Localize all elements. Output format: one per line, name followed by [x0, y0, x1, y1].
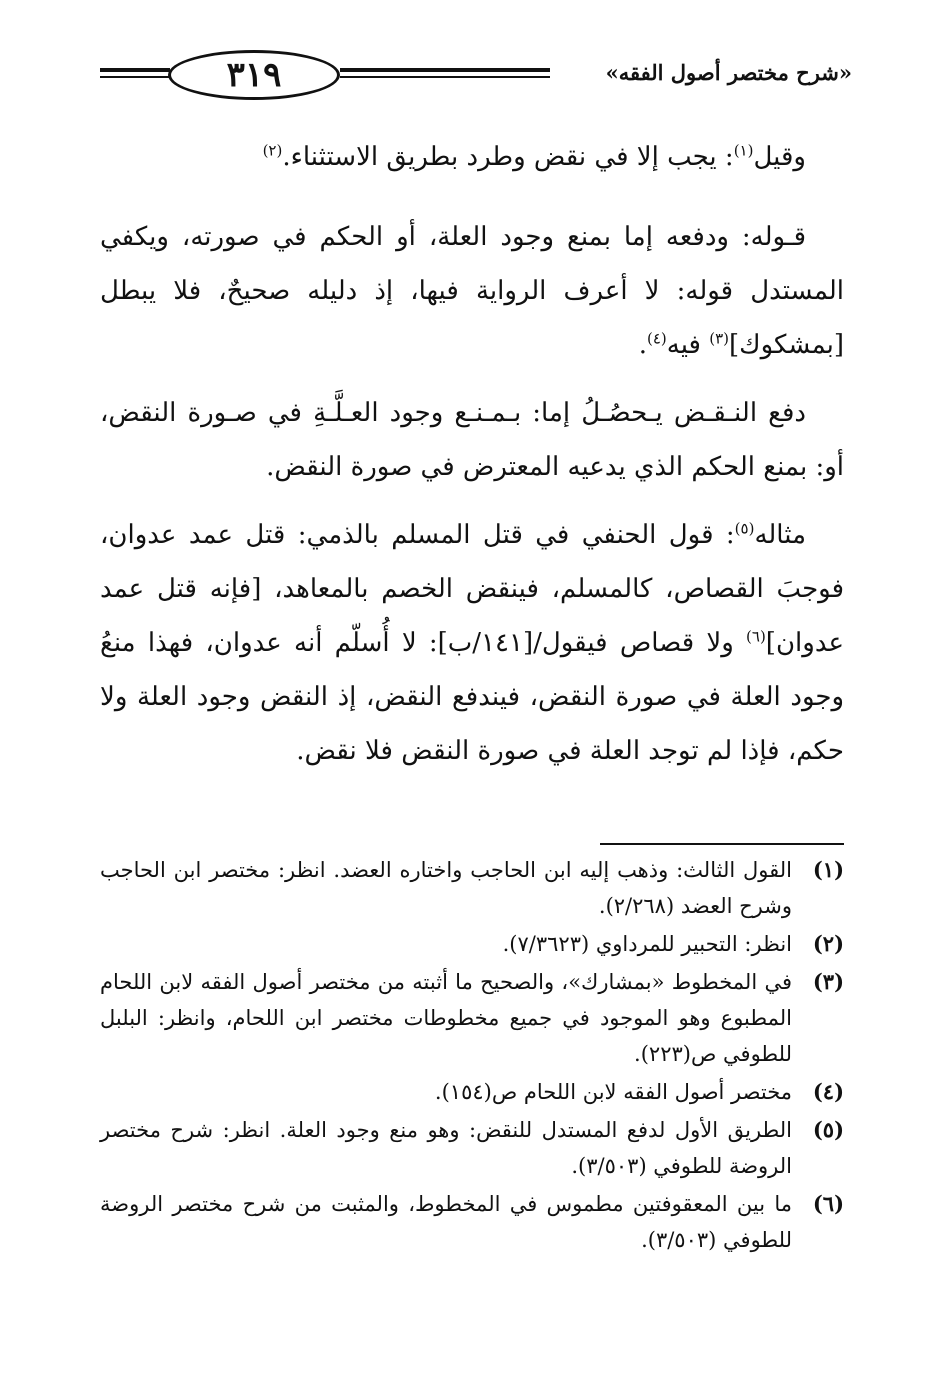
text-run: مثاله — [754, 520, 806, 550]
footnote-item — [100, 1074, 844, 1110]
footnote-item — [100, 852, 844, 924]
paragraph-2 — [100, 210, 844, 372]
paragraph-4 — [100, 508, 844, 778]
header-rule-left — [100, 68, 170, 82]
footnote-item — [100, 1112, 844, 1184]
footnote-text: مختصر أصول الفقه لابن اللحام ص(١٥٤). — [434, 1080, 792, 1104]
footnote-ref[interactable]: (٣) — [709, 329, 730, 348]
footnote-number: (٣) — [812, 969, 844, 994]
footnote-number: (٥) — [812, 1117, 844, 1142]
text-run: . — [638, 330, 647, 360]
page-number: ٣١٩ — [226, 55, 282, 95]
footnote-number: (٢) — [812, 931, 844, 956]
footnote-separator — [600, 843, 844, 845]
footnote-ref[interactable]: (٢) — [262, 141, 283, 160]
main-text — [100, 130, 844, 792]
footnote-ref[interactable]: (٤) — [646, 329, 667, 348]
text-run: : قول الحنفي في قتل المسلم بالذمي: قتل عمد عدوان، فوجبَ القصاص، كالمسلم، فينقض الخصم بالمعاهد، [فإنه قتل عمد عدوان] — [100, 520, 844, 658]
page-number-badge — [168, 50, 340, 100]
footnote-number: (٤) — [812, 1079, 844, 1104]
text-run: : يجب إلا في نقض وطرد بطريق الاستثناء. — [282, 142, 734, 172]
book-title: «شرح مختصر أصول الفقه» — [605, 60, 852, 85]
footnote-ref[interactable]: (١) — [733, 141, 754, 160]
footnote-item — [100, 964, 844, 1072]
footnote-text: القول الثالث: وذهب إليه ابن الحاجب واختاره العضد. انظر: مختصر ابن الحاجب وشرح العضد (٢/٢٦٨). — [100, 858, 792, 918]
footnote-item — [100, 926, 844, 962]
text-run: قـوله: ودفعه إما بمنع وجود العلة، أو الحكم في صورته، ويكفي المستدل قوله: لا أعرف الرواية فيها، إذ دليله صحيحٌ، فلا يبطل [بمشكوك] — [100, 222, 844, 360]
text-run: وقيل — [753, 142, 806, 172]
paragraph-1 — [100, 130, 844, 184]
footnote-ref[interactable]: (٦) — [746, 627, 766, 646]
header-rule-right — [340, 68, 550, 82]
text-run: ولا قصاص فيقول/[١٤١/ب]: لا أُسلّم أنه عدوان، فهذا منعُ وجود العلة في صورة النقض، فيندفع النقض، إذ النقض وجود العلة ولا حكم، فإذا لم توجد العلة في صورة النقض فلا نقض. — [100, 628, 844, 766]
footnote-number: (١) — [812, 857, 844, 882]
footnote-text: في المخطوط «بمشارك»، والصحيح ما أثبته من مختصر أصول الفقه لابن اللحام المطبوع وهو الموجود في جميع مخطوطات مختصر ابن اللحام، وانظر: البلبل للطوفي ص(٢٢٣). — [100, 970, 792, 1066]
footnote-text: ما بين المعقوفتين مطموس في المخطوط، والمثبت من شرح مختصر الروضة للطوفي (٣/٥٠٣). — [100, 1192, 792, 1252]
footnote-ref[interactable]: (٥) — [734, 519, 755, 538]
text-run: فيه — [666, 330, 710, 360]
footnote-number: (٦) — [812, 1191, 844, 1216]
running-header — [100, 50, 852, 104]
footnote-text: انظر: التحبير للمرداوي (٧/٣٦٢٣). — [502, 932, 792, 956]
footnote-text: الطريق الأول لدفع المستدل للنقض: وهو منع وجود العلة. انظر: شرح مختصر الروضة للطوفي (٣/٥٠٣). — [100, 1118, 792, 1178]
footnote-item — [100, 1186, 844, 1258]
paragraph-3: دفع النـقـض يـحصُـلُ إما: بـمـنـع وجود العـلَّـةِ في صـورة النقض، أو: بمنع الحكم الذي يدعيه المعترض في صورة النقض. — [100, 398, 844, 482]
footnotes — [100, 852, 844, 1260]
